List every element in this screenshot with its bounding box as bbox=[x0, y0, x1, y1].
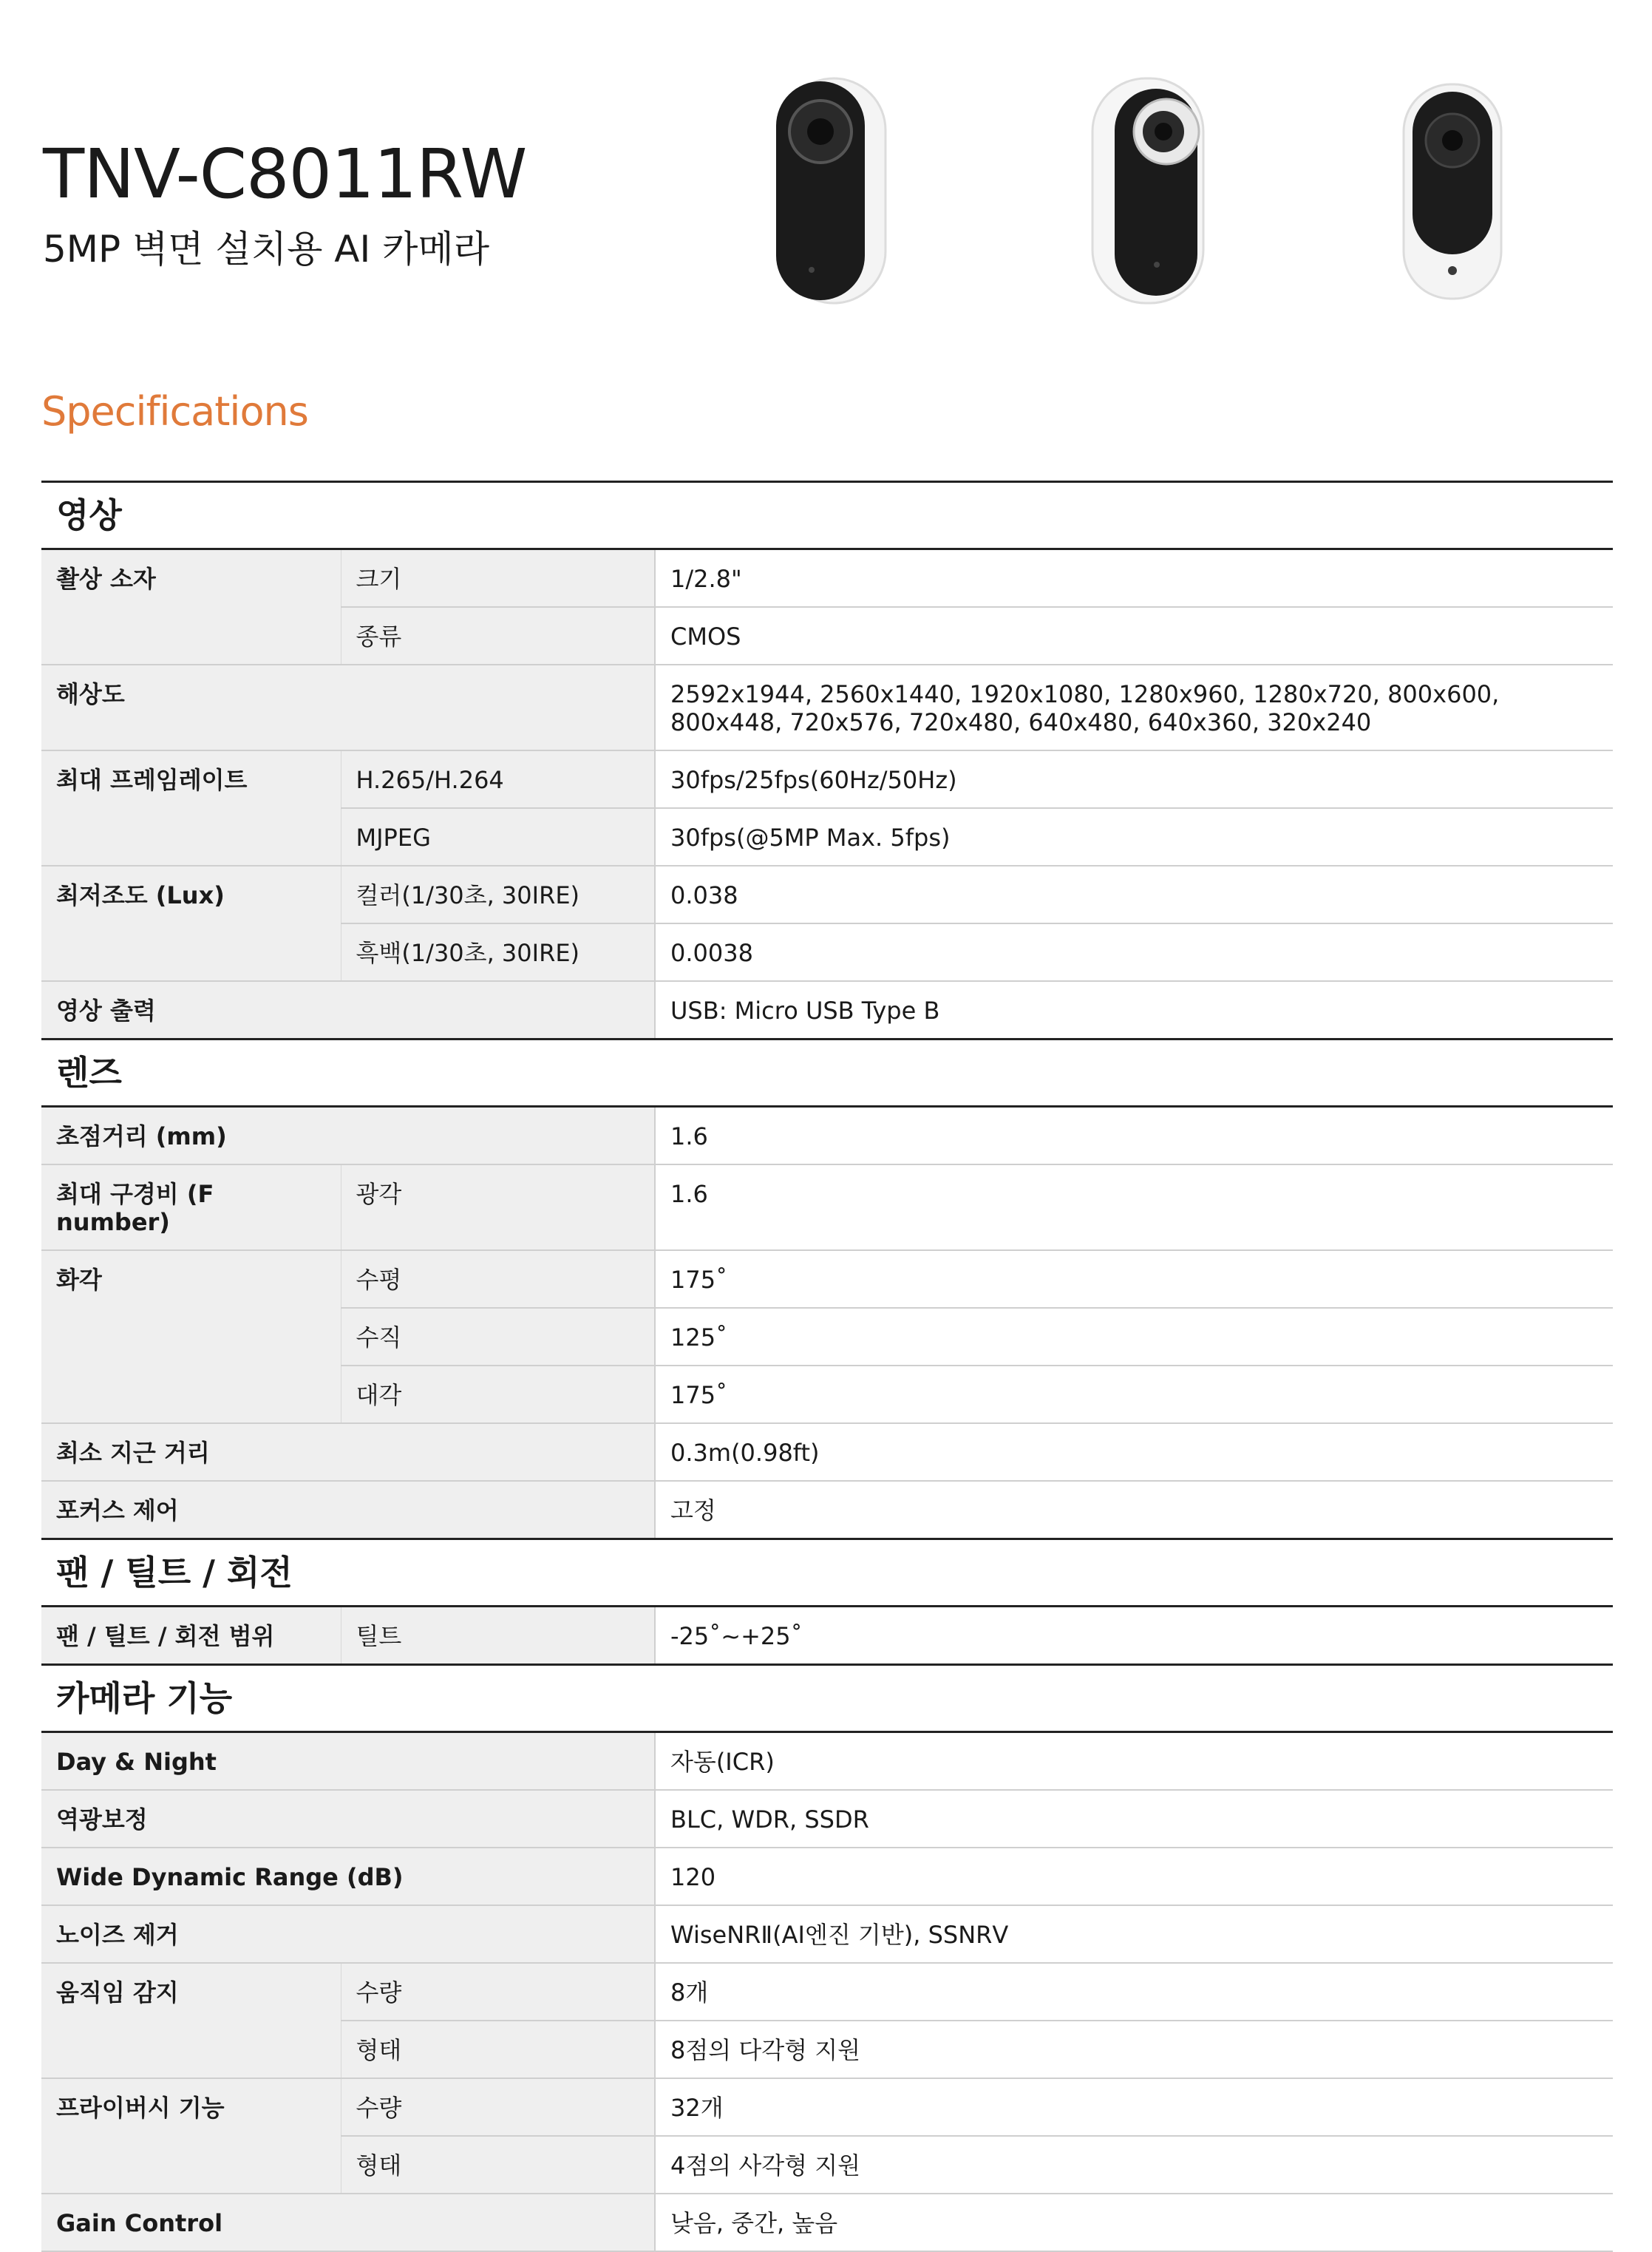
table-row: 종류 CMOS bbox=[41, 607, 1613, 665]
table-row: 역광보정 BLC, WDR, SSDR bbox=[41, 1790, 1613, 1848]
table-row: 해상도 2592x1944, 2560x1440, 1920x1080, 1280x960, 1280x720, 800x600, 800x448, 720x576, 720x480, 640x480, 640x360, 320x240 bbox=[41, 665, 1613, 750]
table-row: 움직임 감지 수량 8개 bbox=[41, 1963, 1613, 2021]
table-row: 대각 175˚ bbox=[41, 1366, 1613, 1423]
table-row: 초점거리 (mm) 1.6 bbox=[41, 1107, 1613, 1165]
section-header-lens: 렌즈 bbox=[41, 1039, 1613, 1107]
table-row: 화각 수평 175˚ bbox=[41, 1250, 1613, 1308]
specifications-heading: Specifications bbox=[41, 388, 308, 435]
camera-image-front-angle bbox=[769, 74, 894, 311]
table-row: Gain Control 낮음, 중간, 높음 bbox=[41, 2194, 1613, 2251]
table-row: Wide Dynamic Range (dB) 120 bbox=[41, 1848, 1613, 1905]
table-row: 최소 지근 거리 0.3m(0.98ft) bbox=[41, 1423, 1613, 1481]
table-row: 형태 8점의 다각형 지원 bbox=[41, 2021, 1613, 2078]
table-row: 촬상 소자 크기 1/2.8" bbox=[41, 549, 1613, 608]
product-subtitle: 5MP 벽면 설치용 AI 카메라 bbox=[43, 228, 490, 271]
table-row: 프라이버시 기능 수량 32개 bbox=[41, 2078, 1613, 2136]
table-row: 흑백(1/30초, 30IRE) 0.0038 bbox=[41, 923, 1613, 981]
table-row: 최대 프레임레이트 H.265/H.264 30fps/25fps(60Hz/50Hz) bbox=[41, 750, 1613, 808]
product-model-title: TNV-C8011RW bbox=[43, 135, 527, 214]
section-header-pan-tilt-rotate: 팬 / 틸트 / 회전 bbox=[41, 1539, 1613, 1607]
table-row: 형태 4점의 사각형 지원 bbox=[41, 2136, 1613, 2194]
section-header-camera-functions: 카메라 기능 bbox=[41, 1665, 1613, 1732]
section-header-video: 영상 bbox=[41, 482, 1613, 549]
spec-table bbox=[41, 481, 1613, 2252]
table-row: 수직 125˚ bbox=[41, 1308, 1613, 1366]
table-row: 최저조도 (Lux) 컬러(1/30초, 30IRE) 0.038 bbox=[41, 866, 1613, 923]
table-row: 노이즈 제거 WiseNRⅡ(AI엔진 기반), SSNRⅤ bbox=[41, 1905, 1613, 1963]
table-row: 포커스 제어 고정 bbox=[41, 1481, 1613, 1539]
table-row: 최대 구경비 (F number) 광각 1.6 bbox=[41, 1164, 1613, 1250]
camera-image-side-angle bbox=[1087, 74, 1212, 311]
table-row: 팬 / 틸트 / 회전 범위 틸트 -25˚~+25˚ bbox=[41, 1607, 1613, 1665]
table-row: 영상 출력 USB: Micro USB Type B bbox=[41, 981, 1613, 1039]
table-row: MJPEG 30fps(@5MP Max. 5fps) bbox=[41, 808, 1613, 866]
table-row: Day & Night 자동(ICR) bbox=[41, 1732, 1613, 1791]
camera-image-front bbox=[1401, 81, 1504, 303]
